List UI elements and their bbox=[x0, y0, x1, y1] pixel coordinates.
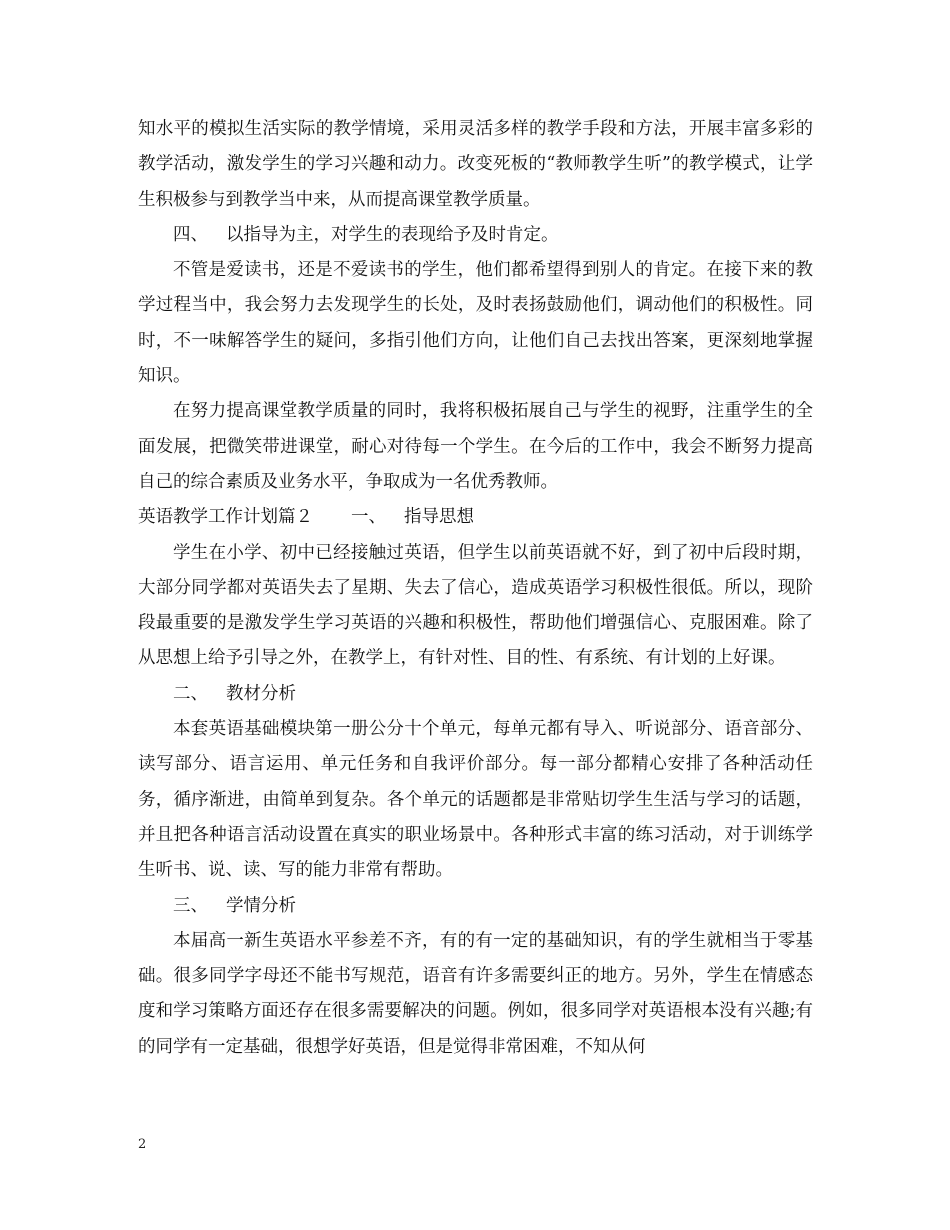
section-heading bbox=[138, 889, 813, 924]
section-heading bbox=[351, 507, 474, 527]
section-number: 四、 bbox=[173, 224, 208, 245]
body-paragraph: 在努力提高课堂教学质量的同时，我将积极拓展自己与学生的视野，注重学生的全面发展，把微笑带进课堂，耐心对待每一个学生。在今后的工作中，我会不断努力提高自己的综合素质及业务水平，争取成为一名优秀教师。 bbox=[138, 401, 813, 492]
article-title bbox=[138, 500, 813, 535]
section-heading bbox=[138, 677, 813, 712]
body-paragraph: 学生在小学、初中已经接触过英语，但学生以前英语就不好，到了初中后段时期，大部分同学都对英语失去了星期、失去了信心，造成英语学习积极性很低。所以，现阶段最重要的是激发学生学习英语的兴趣和积极性，帮助他们增强信心、克服困难。除了从思想上给予引导之外，在教学上，有针对性、目的性、有系统、有计划的上好课。 bbox=[138, 542, 813, 669]
section-heading-text: 以指导为主，对学生的表现给予及时肯定。 bbox=[226, 224, 559, 245]
section-heading-text: 学情分析 bbox=[226, 895, 296, 916]
section-number: 二、 bbox=[173, 683, 208, 704]
body-paragraph: 知水平的模拟生活实际的教学情境，采用灵活多样的教学手段和方法，开展丰富多彩的教学活动，激发学生的学习兴趣和动力。改变死板的“教师教学生听”的教学模式，让学生积极参与到教学当中来，从而提高课堂教学质量。 bbox=[138, 119, 813, 210]
section-heading-text: 指导思想 bbox=[404, 507, 474, 528]
section-heading bbox=[138, 218, 813, 253]
body-paragraph: 不管是爱读书，还是不爱读书的学生，他们都希望得到别人的肯定。在接下来的教学过程当中，我会努力去发现学生的长处，及时表扬鼓励他们，调动他们的积极性。同时，不一味解答学生的疑问，多指引他们方向，让他们自己去找出答案，更深刻地掌握知识。 bbox=[138, 260, 813, 387]
article-title-text: 英语教学工作计划篇２ bbox=[138, 507, 313, 528]
body-paragraph: 本套英语基础模块第一册公分十个单元，每单元都有导入、听说部分、语音部分、读写部分、语言运用、单元任务和自我评价部分。每一部分都精心安排了各种活动任务，循序渐进，由简单到复杂。各个单元的话题都是非常贴切学生生活与学习的话题，并且把各种语言活动设置在真实的职业场景中。各种形式丰富的练习活动，对于训练学生听书、说、读、写的能力非常有帮助。 bbox=[138, 719, 813, 881]
section-heading-text: 教材分析 bbox=[226, 683, 296, 704]
section-number: 一、 bbox=[351, 507, 386, 528]
page-number: 2 bbox=[138, 1137, 147, 1152]
body-paragraph: 本届高一新生英语水平参差不齐，有的有一定的基础知识，有的学生就相当于零基础。很多同学字母还不能书写规范，语音有许多需要纠正的地方。另外，学生在情感态度和学习策略方面还存在很多需要解决的问题。例如，很多同学对英语根本没有兴趣;有的同学有一定基础，很想学好英语，但是觉得非常困难，不知从何 bbox=[138, 930, 813, 1057]
document-body bbox=[138, 112, 813, 1065]
section-number: 三、 bbox=[173, 895, 208, 916]
